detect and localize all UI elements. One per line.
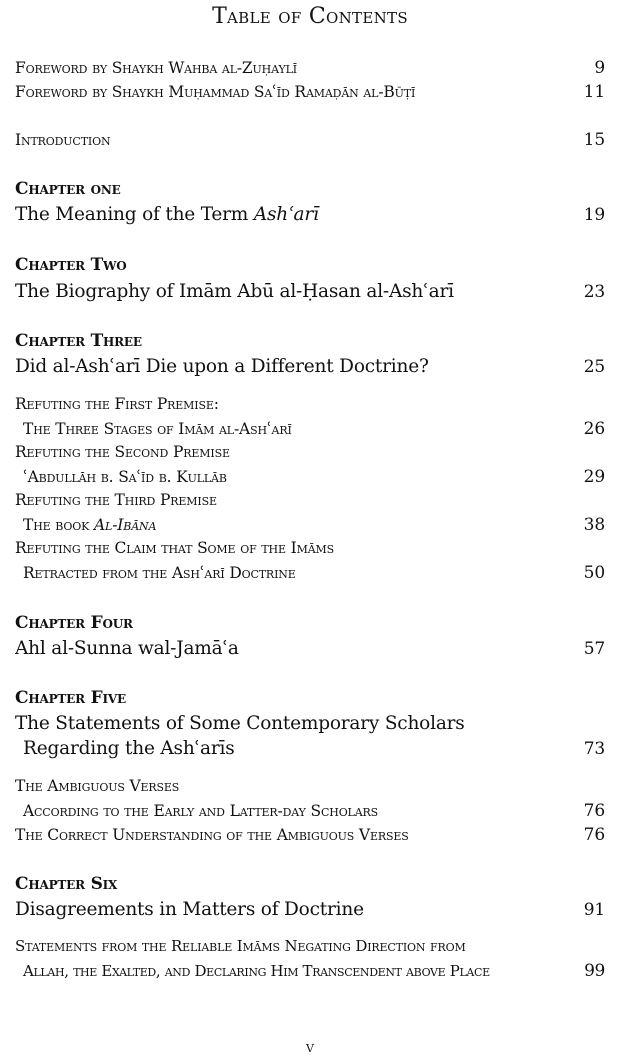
toc-entry-label: Did al-Ashʿarī Die upon a Different Doctrine? <box>15 356 429 377</box>
chapter-heading <box>15 688 605 712</box>
chapter-heading <box>15 613 605 637</box>
toc-entry <box>15 961 605 985</box>
toc-entry-page: 76 <box>583 825 605 845</box>
toc-entry-label: Refuting the Third Premise <box>15 491 217 509</box>
toc-entry-page: 29 <box>583 467 605 487</box>
toc-entry-page: 38 <box>583 515 605 535</box>
toc-entry <box>15 563 605 587</box>
toc-entry <box>15 204 605 228</box>
toc-entry-label: The Statements of Some Contemporary Scholars <box>15 713 465 734</box>
toc-entry-label: According to the Early and Latter-day Scholars <box>23 802 379 820</box>
toc-entry-label: Regarding the Ashʿarīs <box>23 738 235 759</box>
toc-entry-page: 57 <box>583 639 605 659</box>
toc-entry-page: 73 <box>583 739 605 759</box>
toc-entry-page: 19 <box>583 205 605 225</box>
toc-entry <box>15 801 605 825</box>
page-number: v <box>306 1038 314 1056</box>
toc-entry-label: Retracted from the Ashʿarī Doctrine <box>23 564 296 582</box>
toc-entry-label: Refuting the Second Premise <box>15 443 230 461</box>
toc-entry-label: Introduction <box>15 131 111 149</box>
chapter-heading <box>15 874 605 898</box>
chapter-label: Chapter Two <box>15 255 127 275</box>
toc-entry-label: Ahl al-Sunna wal-Jamāʿa <box>15 638 239 659</box>
toc-entry <box>15 130 605 154</box>
chapter-heading <box>15 331 605 355</box>
toc-entry <box>15 82 605 106</box>
toc-entry-page: 76 <box>583 801 605 821</box>
toc-entry-page: 15 <box>583 130 605 150</box>
chapter-label: Chapter Four <box>15 613 133 633</box>
toc-entry <box>15 738 605 762</box>
toc-entry-label: Statements from the Reliable Imāms Negating Direction from <box>15 937 466 955</box>
toc-entry-label: The Meaning of the Term Ashʿarī <box>15 204 319 225</box>
toc-entry-page: 99 <box>584 961 605 981</box>
toc-entry-label: Allah, the Exalted, and Declaring Him Transcendent above Place <box>23 962 490 980</box>
toc-entry <box>15 467 605 491</box>
toc-entry-label: The Correct Understanding of the Ambiguous Verses <box>15 826 409 844</box>
toc-entry <box>15 58 605 82</box>
toc-entry-page: 91 <box>583 900 605 920</box>
toc-entry-page: 25 <box>583 357 605 377</box>
toc-entry-label: Disagreements in Matters of Doctrine <box>15 899 364 920</box>
toc-entry <box>15 281 605 305</box>
chapter-label: Chapter Five <box>15 688 126 708</box>
page-title: Table of Contents <box>212 4 408 29</box>
toc-entry <box>15 443 605 467</box>
toc-entry-label: Refuting the First Premise: <box>15 395 219 413</box>
chapter-label: Chapter Three <box>15 331 142 351</box>
toc-entry-label: Refuting the Claim that Some of the Imāms <box>15 539 334 557</box>
toc-entry <box>15 356 605 380</box>
toc-entry-label: The Biography of Imām Abū al-Ḥasan al-Ashʿarī <box>15 281 454 302</box>
chapter-heading <box>15 179 605 203</box>
toc-entry-label: Foreword by Shaykh Muḥammad Saʿīd Ramaḍān al-Būṭī <box>15 83 416 101</box>
toc-entry-label: The book Al-Ibāna <box>23 516 157 534</box>
chapter-label: Chapter Six <box>15 874 118 894</box>
toc-entry <box>15 515 605 539</box>
chapter-label: Chapter one <box>15 179 121 199</box>
toc-entry-page: 26 <box>583 419 605 439</box>
toc-entry <box>15 899 605 923</box>
toc-entry <box>15 491 605 515</box>
toc-entry-page: 11 <box>583 82 605 102</box>
toc-entry <box>15 638 605 662</box>
toc-entry-page: 9 <box>594 58 605 78</box>
toc-entry-label: Foreword by Shaykh Wahba al-Zuḥaylī <box>15 59 297 77</box>
toc-entry <box>15 777 605 801</box>
toc-entry <box>15 539 605 563</box>
toc-entry-label: The Ambiguous Verses <box>15 777 180 795</box>
toc-entry <box>15 419 605 443</box>
toc-entry <box>15 713 605 737</box>
toc-entry <box>15 937 605 961</box>
toc-entry <box>15 395 605 419</box>
toc-entry-page: 23 <box>583 282 605 302</box>
toc-entry <box>15 825 605 849</box>
toc-entry-label: The Three Stages of Imām al-Ashʿarī <box>23 420 292 438</box>
toc-entry-label: ʿAbdullāh b. Saʿīd b. Kullāb <box>23 468 227 486</box>
toc-entry-page: 50 <box>583 563 605 583</box>
chapter-heading <box>15 255 605 279</box>
